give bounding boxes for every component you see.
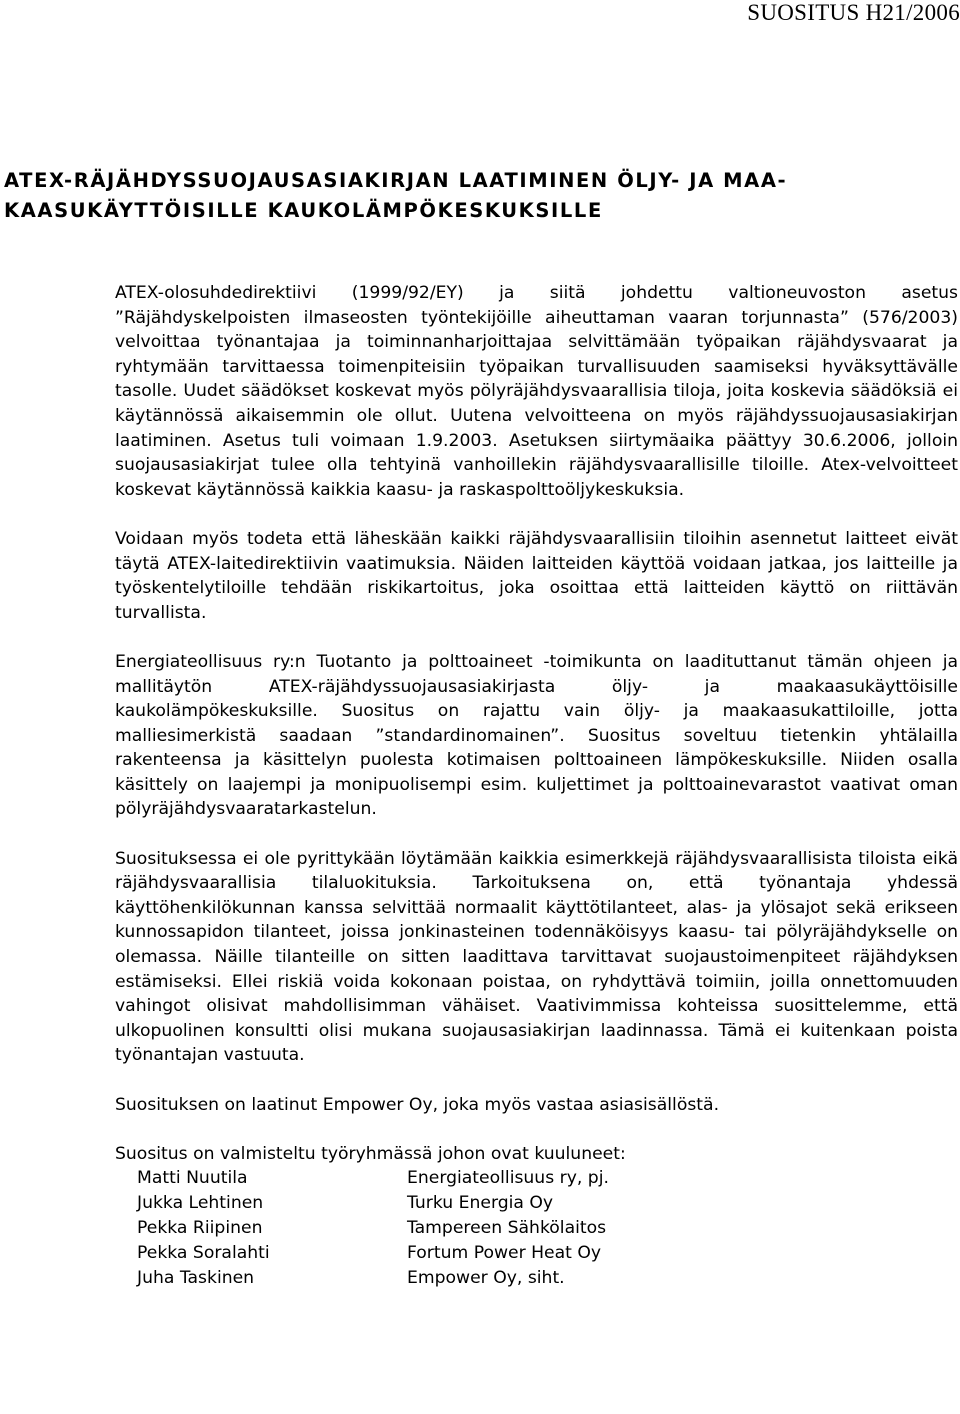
member-name: Jukka Lehtinen: [137, 1193, 264, 1214]
member-organization: Turku Energia Oy: [407, 1193, 554, 1214]
member-organization: Fortum Power Heat Oy: [407, 1242, 602, 1263]
paragraph-equipment: Voidaan myös todeta että läheskään kaikki räjähdysvaarallisiin tiloihin asennetut laitteet eivät täytä ATEX-laitedirektiivin vaatimuksia. Näiden laitteiden käyttöä voidaan jatkaa, jos laitteille ja työskentelytiloille tehdään riskikartoitus, joka osoittaa että laitteiden käyttö on riittävän turvallista.: [115, 528, 958, 623]
document-body: [115, 281, 958, 1290]
paragraph-author: Suosituksen on laatinut Empower Oy, joka myös vastaa asiasisällöstä.: [115, 1094, 720, 1115]
member-name: Pekka Riipinen: [137, 1217, 263, 1238]
paragraph-purpose: Suosituksessa ei ole pyrittykään löytämään kaikkia esimerkkejä räjähdysvaarallisista tiloista eikä räjähdysvaarallisia tilaluokituksia. Tarkoituksena on, että työnantaja yhdessä käyttöhenkilökunnan kanssa selvittää normaalit käyttötilanteet, alas- ja ylösajot sekä erikseen kunnossapidon tilanteet, joissa jonkinasteinen todennäköisyys kaasu- tai pölyräjähdykselle on olemassa. Näille tilanteille on sitten laadittava tarvittavat suojaustoimenpiteet räjähdyksen estämiseksi. Ellei riskiä voida kokonaan poistaa, on ryhdyttävä toimiin, joilla onnettomuuden vahingot olisivat mahdollisimman vähäiset. Vaativimmissa kohteissa suosittelemme, että ulkopuolinen konsultti olisi mukana suojausasiakirjan laadinnassa. Tämä ei kuitenkaan poista työnantajan vastuuta.: [115, 848, 958, 1066]
document-code: SUOSITUS H21/2006: [747, 0, 960, 25]
member-name: Matti Nuutila: [137, 1168, 248, 1189]
member-organization: Energiateollisuus ry, pj.: [407, 1168, 609, 1189]
paragraph-intro: ATEX-olosuhdedirektiivi (1999/92/EY) ja siitä johdettu valtioneuvoston asetus ”Räjähdyskelpoisten ilmaseosten työntekijöille aiheuttaman vaaran torjunnasta” (576/2003) velvoittaa työnantajaa ja toiminnanharjoittajaa selvittämään työpaikan räjähdysvaarat ja ryhtymään tarvittaessa toimenpiteisiin työpaikan turvallisuuden saamiseksi hyväksyttävälle tasolle. Uudet säädökset koskevat myös pölyräjähdysvaarallisia tiloja, joita koskevia säädöksiä ei käytännössä aikaisemmin ole ollut. Uutena velvoitteena on myös räjähdyssuojausasiakirjan laatiminen. Asetus tuli voimaan 1.9.2003. Asetuksen siirtymäaika päättyy 30.6.2006, jolloin suojausasiakirjat tulee olla tehtyinä vanhoillekin räjähdysvaarallisille tiloille. Atex-velvoitteet koskevat käytännössä kaikkia kaasu- ja raskaspolttoöljykeskuksia.: [115, 283, 958, 500]
paragraph-scope: Energiateollisuus ry:n Tuotanto ja polttoaineet -toimikunta on laadituttanut tämän ohjeen ja mallitäytön ATEX-räjähdyssuojausasiakirjasta öljy- ja maakaasukäyttöisille kaukolämpökeskuksille. Suositus on rajattu vain öljy- ja maakaasukattiloille, jotta malliesimerkistä saadaan ”standardinomainen”. Suositus soveltuu tietenkin yhtälailla rakenteensa ja käsittelyn puolesta kotimaisen polttoaineen lämpökeskuksille. Niiden osalla käsittely on laajempi ja monipuolisempi esim. kuljettimet ja polttoainevarastot vaativat oman pölyräjähdysvaaratarkastelun.: [115, 651, 958, 820]
member-name: Juha Taskinen: [137, 1267, 255, 1288]
title-line-1: ATEX-RÄJÄHDYSSUOJAUSASIAKIRJAN LAATIMINEN ÖLJY- JA MAA-: [4, 169, 788, 192]
member-organization: Tampereen Sähkölaitos: [407, 1217, 607, 1238]
member-organization: Empower Oy, siht.: [407, 1267, 565, 1288]
member-name: Pekka Soralahti: [137, 1242, 270, 1263]
paragraph-workgroup: Suositus on valmisteltu työryhmässä johon ovat kuuluneet:: [115, 1143, 626, 1164]
document-title: [4, 166, 944, 226]
workgroup-members: [115, 1166, 958, 1290]
title-line-2: KAASUKÄYTTÖISILLE KAUKOLÄMPÖKESKUKSILLE: [4, 199, 603, 222]
